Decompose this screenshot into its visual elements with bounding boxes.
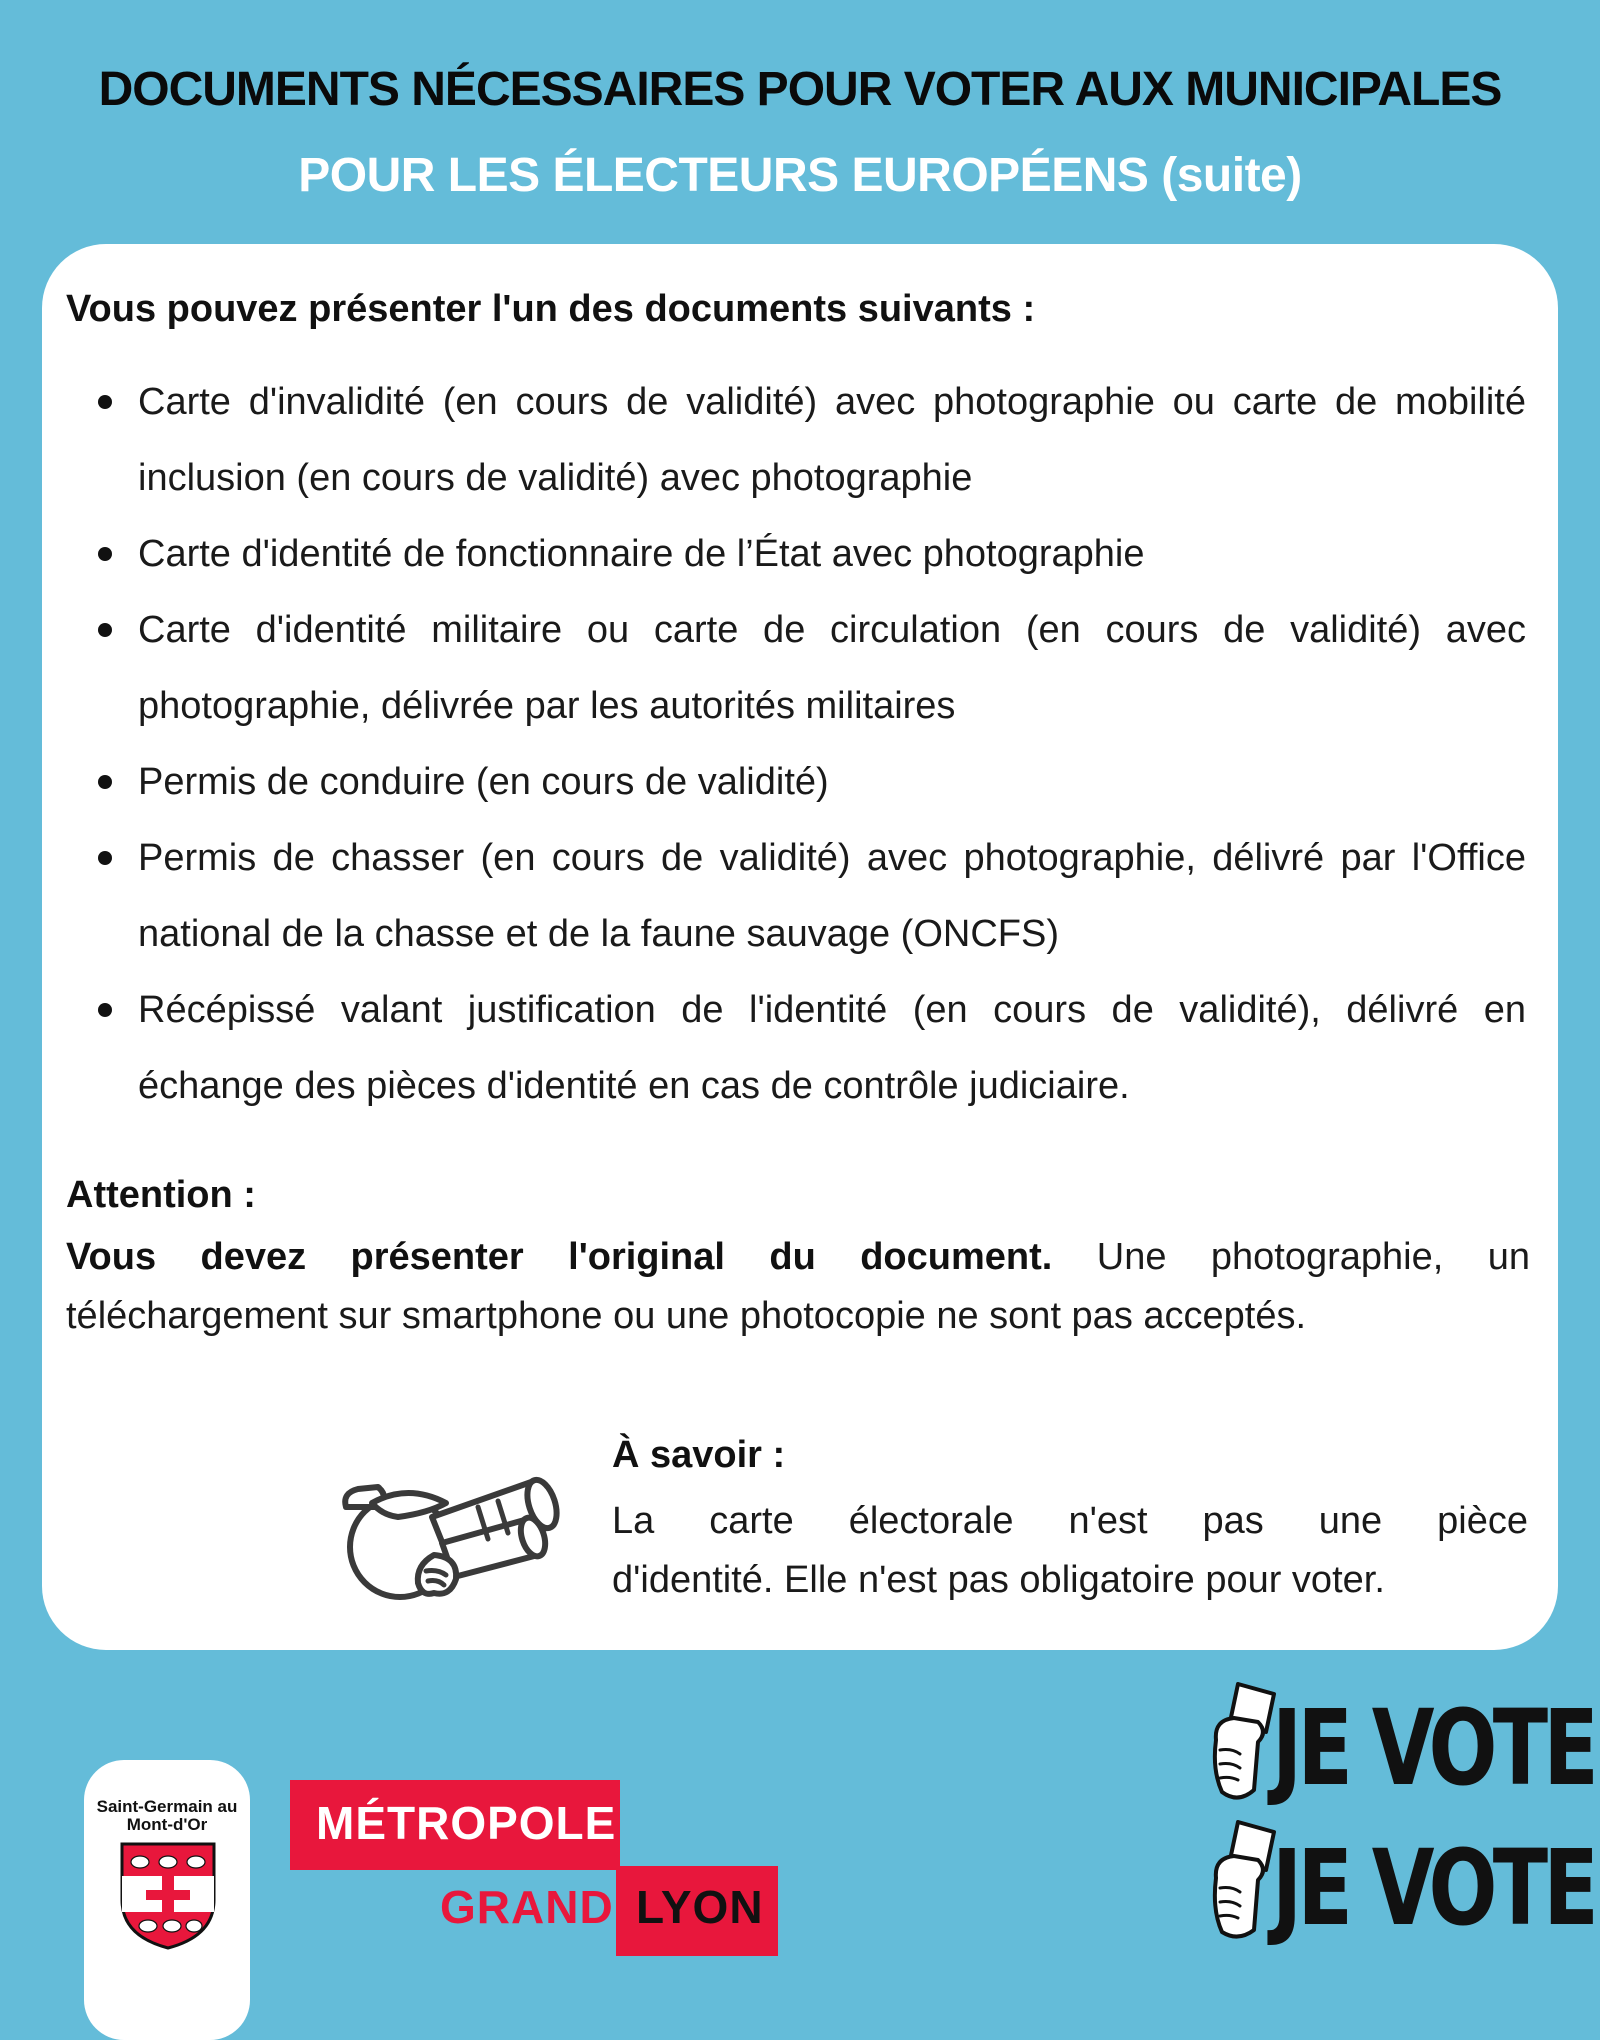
tip-line-2: d'identité. Elle n'est pas obligatoire pour voter. xyxy=(612,1559,1385,1601)
list-item xyxy=(66,820,1526,972)
list-item xyxy=(66,516,1526,592)
list-item-text: Carte d'identité militaire ou carte de circulation (en cours de validité) avec photographie, délivrée par les autorités militaires xyxy=(138,609,1526,727)
subtitle-main: POUR LES ÉLECTEURS EUROPÉENS xyxy=(298,149,1149,202)
attention-body xyxy=(66,1228,1530,1346)
list-item xyxy=(66,592,1526,744)
documents-card xyxy=(42,244,1558,1650)
attention-title: Attention : xyxy=(66,1174,256,1216)
list-item xyxy=(66,972,1526,1124)
grand-word: GRAND xyxy=(440,1881,614,1933)
bullet-icon xyxy=(98,623,112,637)
page-title: DOCUMENTS NÉCESSAIRES POUR VOTER AUX MUNICIPALES xyxy=(98,63,1502,116)
tip-line-1: La carte électorale n'est pas une pièce xyxy=(612,1500,1528,1542)
attention-bold: Vous devez présenter l'original du document. xyxy=(66,1236,1053,1278)
metropole-word: MÉTROPOLE xyxy=(316,1797,617,1849)
bullet-icon xyxy=(98,547,112,561)
bullet-icon xyxy=(98,1003,112,1017)
je-vote-line-2: JE VOTE xyxy=(1272,1827,1595,1949)
commune-name: Saint-Germain au Mont-d'Or xyxy=(96,1797,238,1834)
tip-title: À savoir : xyxy=(612,1434,786,1476)
coat-of-arms-icon xyxy=(118,1840,218,1952)
lyon-word: LYON xyxy=(636,1881,764,1933)
list-item xyxy=(66,744,1526,820)
list-item xyxy=(66,364,1526,516)
list-item-text: Permis de conduire (en cours de validité) xyxy=(138,761,829,803)
bullet-icon xyxy=(98,395,112,409)
page-subtitle xyxy=(0,148,1600,203)
subtitle-suffix: (suite) xyxy=(1161,149,1302,202)
list-item-text: Récépissé valant justification de l'identité (en cours de validité), délivré en échange des pièces d'identité en cas de contrôle judiciaire. xyxy=(138,989,1526,1107)
list-item-text: Carte d'identité de fonctionnaire de l’État avec photographie xyxy=(138,533,1145,575)
saint-germain-logo xyxy=(84,1760,250,2040)
tip-body xyxy=(612,1492,1528,1610)
bullet-icon xyxy=(98,851,112,865)
intro-text: Vous pouvez présenter l'un des documents suivants : xyxy=(66,288,1036,330)
attention-text: Une photographie, un téléchargement sur smartphone ou une photocopie ne sont pas acceptés. xyxy=(66,1236,1530,1337)
list-item-text: Permis de chasser (en cours de validité) avec photographie, délivré par l'Office national de la chasse et de la faune sauvage (ONCFS) xyxy=(138,837,1526,955)
list-item-text: Carte d'invalidité (en cours de validité) avec photographie ou carte de mobilité inclusion (en cours de validité) avec photographie xyxy=(138,381,1526,499)
binoculars-icon xyxy=(338,1473,572,1611)
documents-list xyxy=(66,364,1526,1124)
je-vote-badge xyxy=(1208,1680,1595,1980)
je-vote-line-1: JE VOTE xyxy=(1272,1687,1595,1809)
bullet-icon xyxy=(98,775,112,789)
